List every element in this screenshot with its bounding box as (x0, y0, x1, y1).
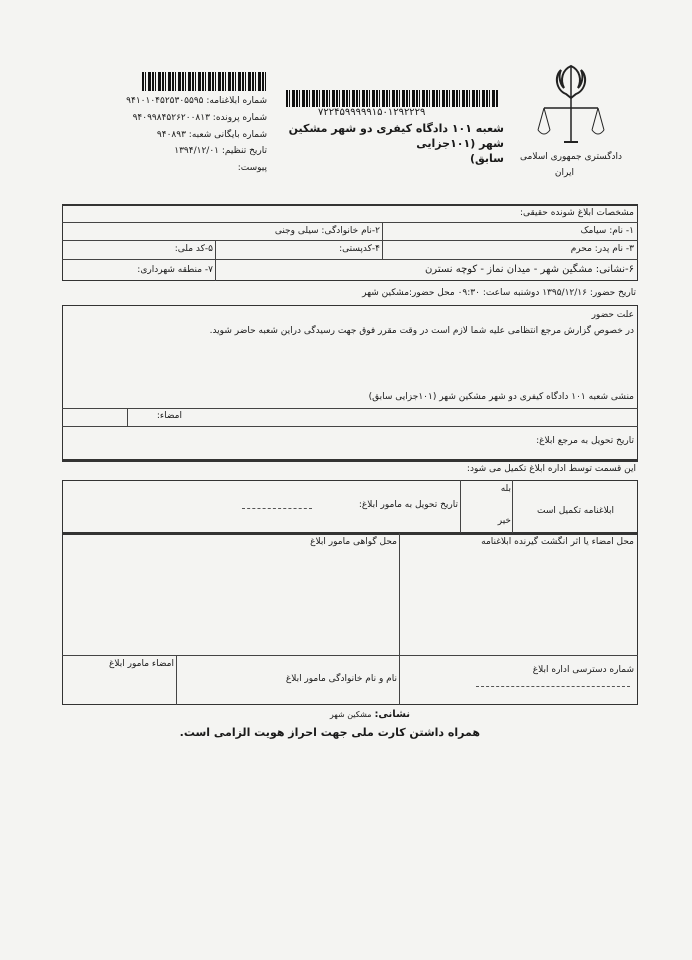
clerk-line: منشی شعبه ۱۰۱ دادگاه کیفری دو شهر مشکین شهر (۱۰۱جزایی سابق) (368, 392, 634, 402)
branch-title-cont: سابق) (469, 152, 504, 165)
footer-address-label: نشانی: (374, 709, 410, 720)
notice-number: شماره ابلاغنامه: ۹۴۱۰۱۰۴۵۲۵۳۰۵۵۹۵ (126, 96, 267, 106)
father-name-field: ۳- نام پدر: محرم (570, 244, 634, 254)
officer-name: نام و نام خانوادگی مامور ابلاغ (285, 674, 397, 684)
office-section-title: این قسمت توسط اداره ابلاغ تکمیل می شود: (466, 464, 636, 474)
recipient-section-title: مشخصات ابلاغ شونده حقیقی: (519, 208, 634, 218)
reason-title: علت حضور (591, 310, 634, 320)
officer-signature: امضاء مامور ابلاغ (109, 659, 174, 669)
id-card-notice: همراه داشتن کارت ملی جهت احراز هویت الزامی است. (179, 726, 480, 739)
completion-label: ابلاغنامه تکمیل است (537, 506, 614, 516)
office-access-number: شماره دسترسی اداره ابلاغ (532, 665, 634, 675)
recipient-sign-place: محل امضاء یا اثر انگشت گیرنده ابلاغنامه (481, 537, 634, 547)
first-name-field: ۱- نام: سیامک (580, 226, 634, 236)
branch-title: شعبه ۱۰۱ دادگاه کیفری دو شهر مشکین شهر (۱۰۱جزایی (288, 122, 504, 150)
appearance-line: تاریخ حضور: ۱۳۹۵/۱۲/۱۶ دوشنبه ساعت: ۰۹:۳۰ محل حضور:مشکین شهر (362, 288, 636, 298)
yes-option[interactable]: بله (500, 484, 511, 494)
no-option[interactable]: خیر (497, 516, 511, 526)
footer-address (330, 709, 410, 720)
address-field: ۶-نشانی: مشگین شهر - میدان نماز - کوچه نسترن (424, 264, 634, 275)
municipal-zone-field: ۷- منطقه شهرداری: (137, 265, 213, 275)
delivery-date-label: تاریخ تحویل به مرجع ابلاغ: (536, 436, 634, 446)
officer-certificate-place: محل گواهی مامور ابلاغ (310, 537, 397, 547)
notice-barcode (142, 72, 266, 91)
last-name-field: ۲-نام خانوادگی: سیلی وجنی (274, 226, 380, 236)
org-name-line2: ایران (554, 168, 574, 178)
archive-number: شماره بایگانی شعبه: ۹۴۰۸۹۳ (156, 130, 267, 140)
postal-code-field: ۴-کدپستی: (339, 244, 380, 254)
officer-delivery-date: تاریخ تحویل به مامور ابلاغ: (358, 500, 458, 510)
reason-text: در خصوص گزارش مرجع انتظامی علیه شما لازم است در وقت مقرر فوق جهت رسیدگی دراین شعبه حاضر شوید. (209, 326, 634, 336)
emblem-icon (536, 62, 606, 148)
national-code-field: ۵-کد ملی: (174, 244, 213, 254)
footer-address-value: مشکین شهر (329, 710, 372, 719)
attachment-label: پیوست: (237, 163, 267, 173)
signature-label: امضاء: (156, 411, 182, 421)
issue-date: تاریخ تنظیم: ۱۳۹۴/۱۲/۰۱ (174, 146, 267, 156)
case-number: شماره پرونده: ۹۴۰۹۹۸۴۵۲۶۲۰۰۸۱۳ (132, 113, 267, 123)
case-barcode (286, 90, 498, 107)
org-name-line1: دادگستری جمهوری اسلامی (520, 152, 622, 162)
barcode-number: ۷۲۲۴۵۹۹۹۹۹۱۵۰۱۲۹۲۲۲۹ (318, 107, 426, 118)
